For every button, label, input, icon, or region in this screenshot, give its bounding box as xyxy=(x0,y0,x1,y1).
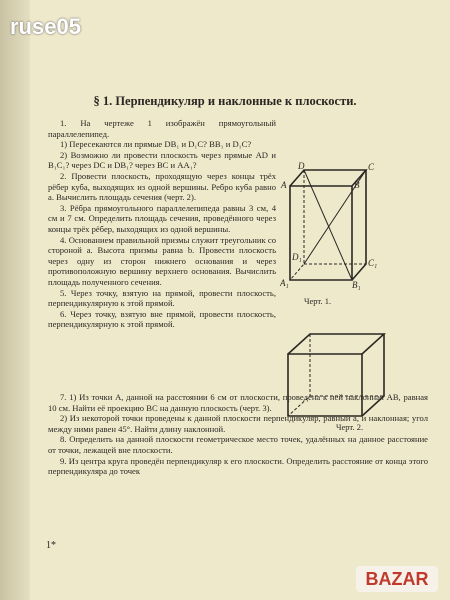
label-D: D xyxy=(298,161,305,171)
page-number: 1* xyxy=(46,540,56,551)
label-B: B xyxy=(354,180,360,190)
watermark: ruse05 xyxy=(10,14,81,39)
paragraph: 5. Через точку, взятую на прямой, провести плоскость, перпендикулярную к этой прямой. xyxy=(48,287,276,309)
section-title: § 1. Перпендикуляр и наклонные к плоскости. xyxy=(93,94,357,108)
label-C: C xyxy=(368,162,375,172)
paragraph: 9. Из центра круга проведён перпендикуляр к его плоскости. Определить расстояние от конца этого перпендикуляра до точек xyxy=(48,455,428,477)
paragraph: 7. 1) Из точки A, данной на расстоянии 6 см от плоскости, проведена к ней наклонная AB, равная 10 см. Найти её проекцию BC на данную плоскость (черт. 3). xyxy=(48,392,428,413)
paragraph: 3. Рёбра прямоугольного параллелепипеда равны 3 см, 4 см и 7 см. Определить площадь сечения, проведённого через концы трёх рёбер, выходящих из одной вершины. xyxy=(48,202,276,234)
paragraph: 8. Определить на данной плоскости геометрическое место точек, удалённых на данное расстояние от точки, лежащей вне плоскости. xyxy=(48,434,428,455)
label-A1: A₁ xyxy=(280,278,289,288)
figure-1-parallelepiped xyxy=(280,160,380,290)
label-C1: C₁ xyxy=(368,258,378,268)
paragraph: 4. Основанием правильной призмы служит треугольник со стороной a. Высота призмы равна b. Провести плоскость через одну из сторон нижнего основания и через противоположную вершину верхнего основания. Вычислить площадь полученного сечения. xyxy=(48,234,276,287)
paragraph: 2. Провести плоскость, проходящую через концы трёх рёбер куба, выходящих из одной вершины. Ребро куба равно a. Вычислить площадь сечения (черт. 2). xyxy=(48,170,276,203)
label-D1: D₁ xyxy=(292,252,302,262)
paragraph: 6. Через точку, взятую вне прямой, провести плоскость, перпендикулярную к этой прямой. xyxy=(48,308,276,330)
paragraph: 2) Возможно ли провести плоскость через прямые AD и B₁C₁? через DC и DB₁? через BC и AA₁? xyxy=(48,149,276,171)
paragraph: 2) Из некоторой точки проведены к данной плоскости перпендикуляр, равный a, и наклонная; угол между ними равен 45°. Найти длину наклонной. xyxy=(48,413,428,434)
paragraph: 1) Пересекаются ли прямые DB₁ и D₁C? BB₁ и D₁C? xyxy=(60,139,252,150)
label-A: A xyxy=(281,180,287,190)
text-column xyxy=(48,118,276,330)
figure-2-caption: Черт. 2. xyxy=(336,422,364,432)
bazar-badge: BAZAR xyxy=(356,566,438,592)
figure-1-caption: Черт. 1. xyxy=(304,296,332,306)
paragraph: 1. На чертеже 1 изображён прямоугольный параллелепипед. xyxy=(48,118,276,139)
figure-2-cube xyxy=(282,330,392,420)
page-edge-shadow xyxy=(0,0,30,600)
label-B1: B₁ xyxy=(352,280,361,290)
